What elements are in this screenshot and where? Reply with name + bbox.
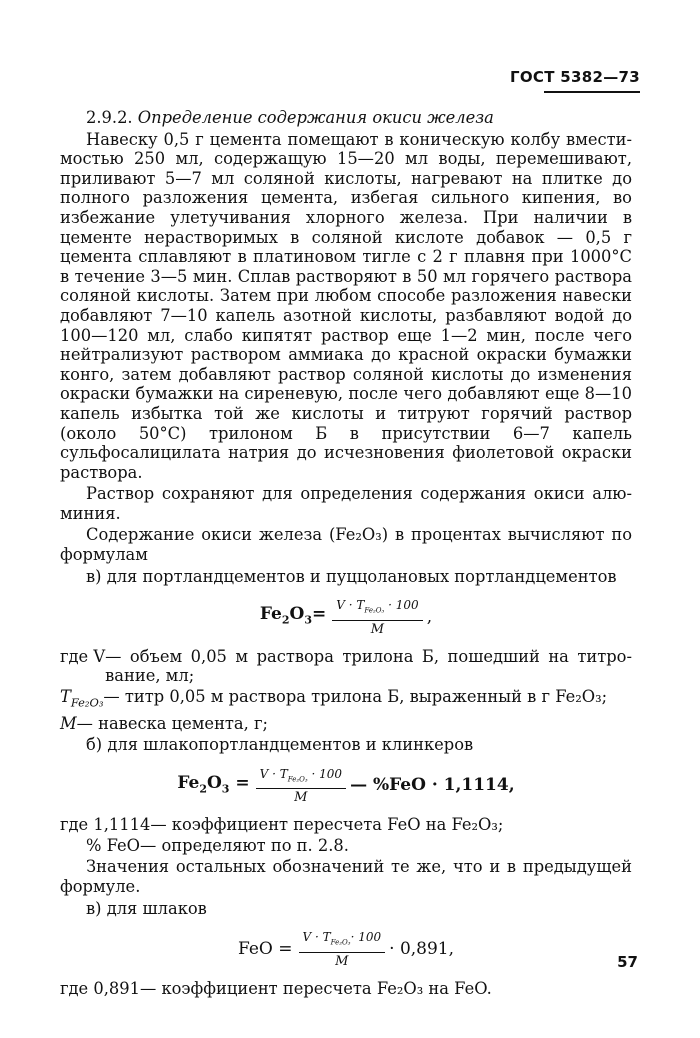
formula-tail: , [426, 606, 433, 627]
page-number: 57 [617, 953, 638, 971]
fraction-numerator: $V \cdot T_{Fe_2O_3} \cdot 100$ [256, 767, 346, 789]
fraction-numerator: $V \cdot T_{Fe_2O_3} \cdot 100$ [332, 598, 422, 620]
definition-term: где V [60, 646, 106, 666]
definition-item [60, 687, 632, 713]
formula-fe2o3-slag-portland [60, 767, 632, 805]
definition-body: — объем 0,05 м раствора трилона Б, пошедший на титрование, мл; [105, 646, 632, 686]
formula-lhs: $Fe_2O_3$ = [177, 772, 250, 795]
formula-fe2o3-portland [60, 598, 632, 636]
formula-tail: · 0,891, [389, 938, 455, 959]
case-a-label: в) для портландцементов и пуццолановых портландцементов [86, 566, 617, 586]
definition-term: % FeO [86, 835, 141, 855]
definitions-formula-3 [60, 979, 632, 999]
definition-body: — навеска цемента, г; [76, 713, 269, 733]
definition-body: — коэффициент пересчета FeO на Fe₂O₃; [150, 815, 504, 835]
definitions-formula-1 [60, 647, 632, 734]
paragraph-procedure: Навеску 0,5 г цемента помещают в коническую колбу вместимостью 250 мл, содержащую 15—20 мл воды, перемешивают, приливают 5—7 мл соляной кислоты, нагревают на плитке до полного разложения цемента, избегая сильного кипения, во избежание улетучивания хлорного железа. При наличии в цементе нерастворимых в соляной кислоте добавок — 0,5 г цемента сплавляют в платиновом тигле с 2 г плавня при 1000°С в течение 3—5 мин. Сплав растворяют в 50 мл горячего раствора соляной кислоты. Затем при любом способе разложения навески добавляют 7—10 капель азотной кислоты, разбавляют водой до 100—120 мл, слабо кипятят раствор еще 1—2 мин, после чего нейтрализуют раствором аммиака до красной окраски бумажки конго, затем добавляют раствор соляной кислоты до изменения окраски бумажки на сиреневую, после чего добавляют еще 8—10 капель избытка той же кислоты и титруют горячий раствор (около 50°С) трилоном Б в присутствии 6—7 капель сульфосалицилата натрия до исчезновения фиолетовой окраски раствора. [60, 129, 632, 482]
formula-lhs: $Fe_2O_3=$ [259, 603, 327, 627]
fraction-denominator: M [335, 953, 349, 969]
formula-feo-slag [60, 930, 632, 968]
header-rule [544, 91, 640, 93]
paragraph-formulas-intro: Содержание окиси железа (Fe₂O₃) в процентах вычисляют по формулам [60, 525, 632, 565]
fraction-denominator: M [294, 790, 308, 806]
paragraph-solution-kept: Раствор сохраняют для определения содержания окиси алюминия. [60, 484, 632, 523]
definition-item [60, 815, 632, 835]
page-header [510, 68, 640, 86]
definition-term: M [60, 713, 77, 733]
definition-item [60, 979, 632, 999]
definition-body: — коэффициент пересчета Fe₂O₃ на FeO. [139, 978, 492, 998]
document-body [60, 108, 632, 1000]
definitions-formula-2 [60, 815, 632, 855]
standard-code: ГОСТ 5382—73 [510, 68, 640, 86]
definition-term: где 0,891 [60, 978, 140, 998]
definition-body: — титр 0,05 м раствора трилона Б, выраженный в г Fe₂O₃; [103, 686, 608, 706]
fraction-denominator: M [370, 621, 385, 637]
section-title-text: Определение содержания окиси железа [137, 108, 494, 127]
section-number: 2.9.2. [86, 108, 133, 127]
formula-fraction [332, 598, 422, 636]
definition-body: — определяют по п. 2.8. [140, 835, 349, 855]
formula-lhs: FeO = [237, 938, 293, 959]
formula-tail: — %FeO · 1,1114, [350, 775, 515, 796]
case-c-label: в) для шлаков [86, 898, 207, 918]
definition-term: $T_{Fe_2O_3}$ [60, 686, 104, 710]
definition-item [60, 647, 632, 686]
definition-item [60, 836, 632, 856]
formula-fraction [299, 930, 386, 968]
paragraph-same-notation: Значения остальных обозначений те же, что и в предыдущей формуле. [60, 857, 632, 897]
formula-fraction [256, 767, 346, 805]
definition-term: где 1,1114 [60, 815, 151, 835]
case-b-label: б) для шлакопортландцементов и клинкеров [86, 735, 474, 755]
definition-item [60, 714, 632, 734]
fraction-numerator: $V \cdot T_{Fe_2O_3}\cdot 100$ [299, 930, 386, 952]
section-title [86, 108, 632, 128]
